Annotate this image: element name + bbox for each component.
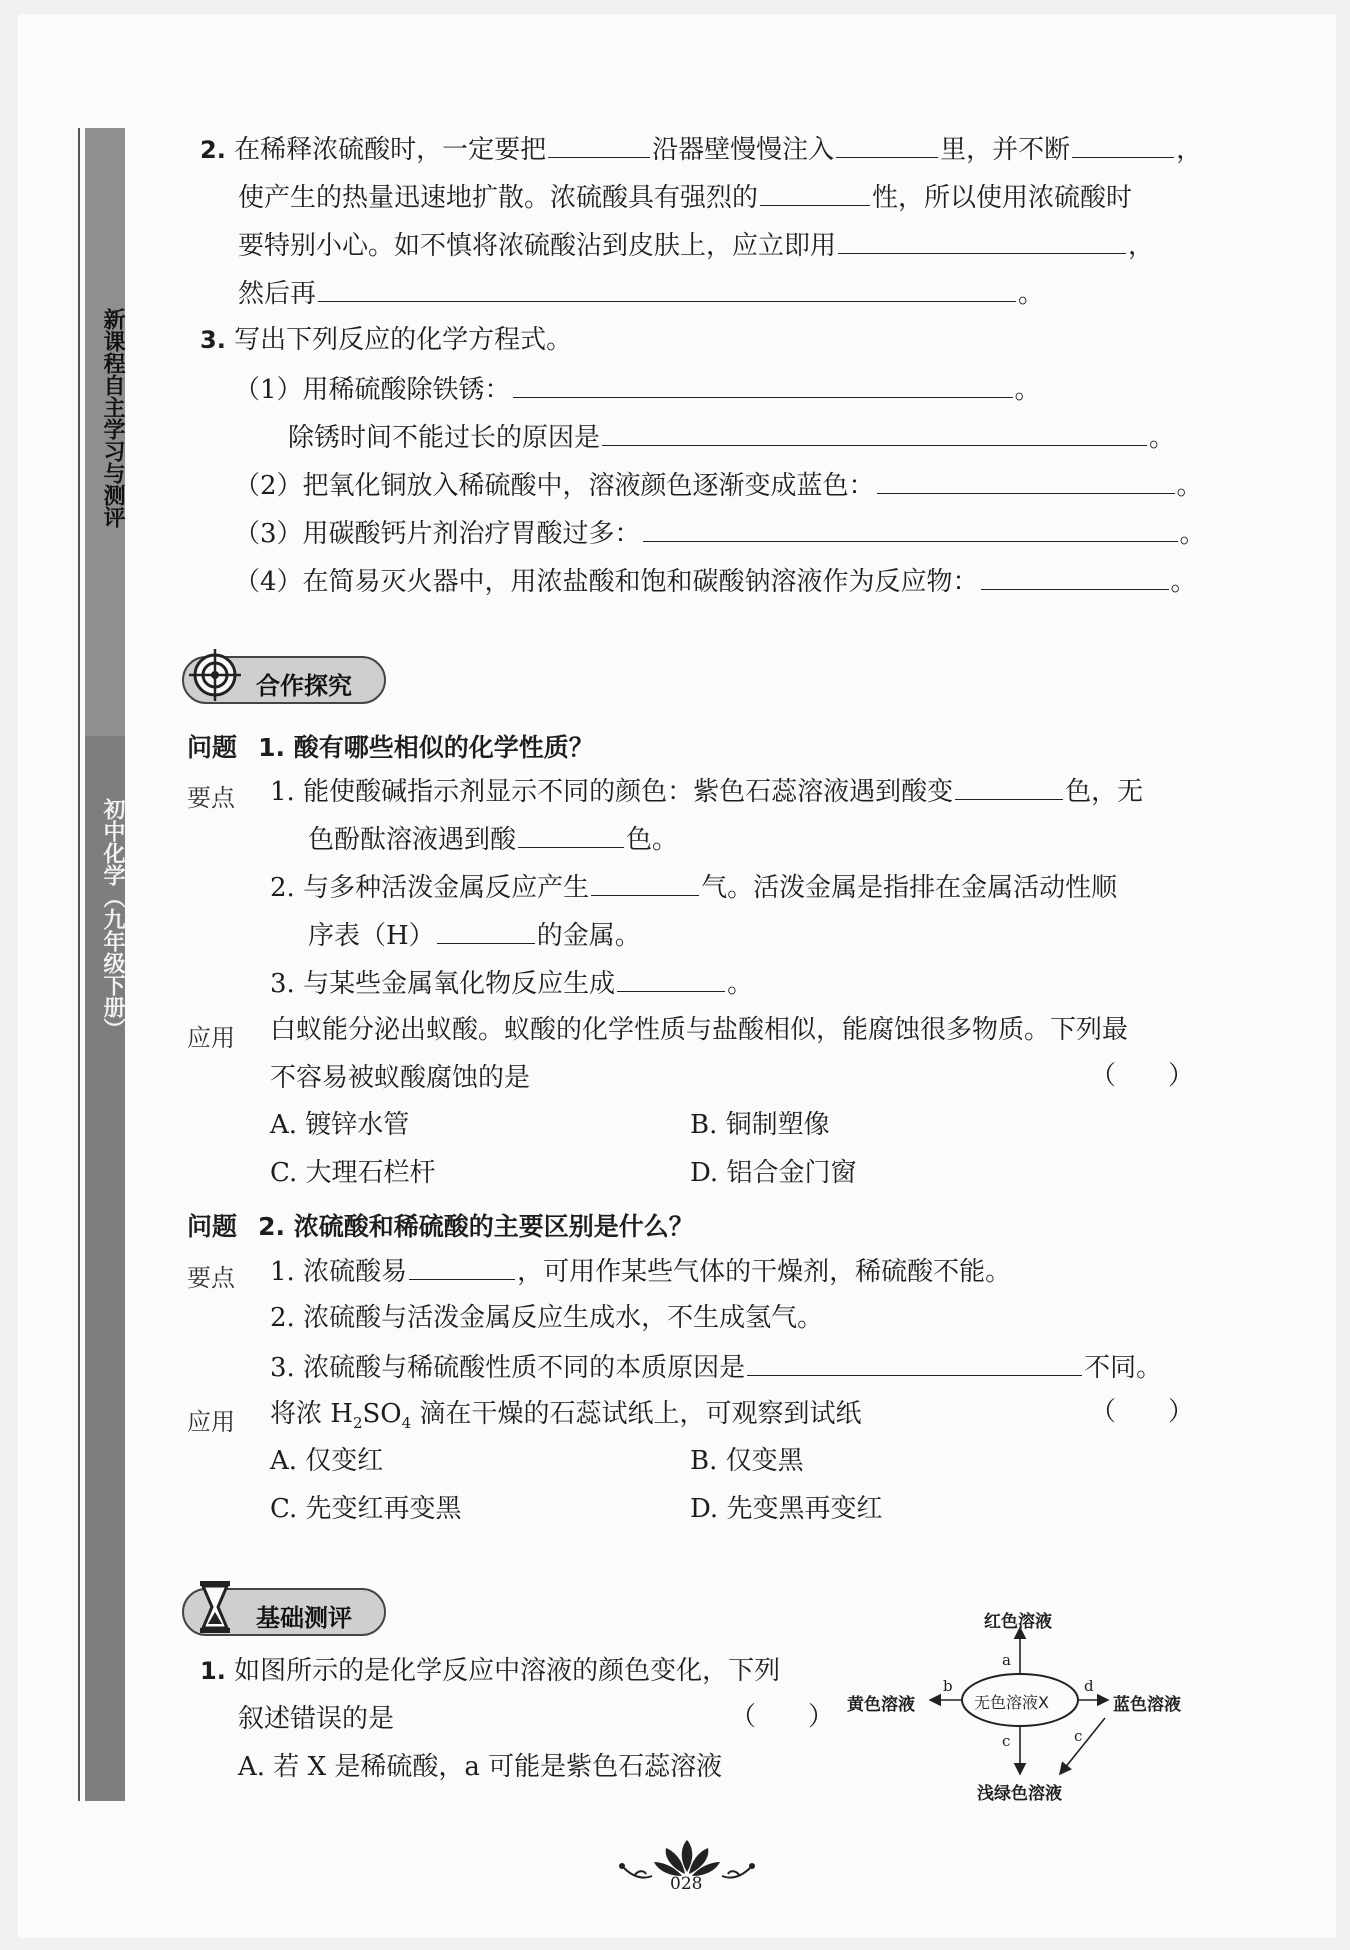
q3-text: 。 <box>1149 423 1176 453</box>
answer-blank[interactable] <box>747 1351 1082 1376</box>
option-a[interactable]: A. 若 X 是稀硫酸，a 可能是紫色石蕊溶液 <box>238 1752 723 1782</box>
q3-text: 除锈时间不能过长的原因是 <box>288 423 601 453</box>
option-d[interactable]: D. 先变黑再变红 <box>690 1494 883 1524</box>
diagram-right-label: 蓝色溶液 <box>1113 1695 1181 1715</box>
answer-blank[interactable] <box>836 133 938 158</box>
problem1-title: 1. 酸有哪些相似的化学性质？ <box>258 733 594 762</box>
q2-text: 沿器壁慢慢注入 <box>652 135 835 165</box>
problem1-key1 <box>270 775 1143 807</box>
answer-blank[interactable] <box>643 517 1178 542</box>
q2-text: 使产生的热量迅速地扩散。浓硫酸具有强烈的 <box>238 183 759 213</box>
diagram-arrow-label-a: a <box>1002 1651 1011 1669</box>
answer-blank[interactable] <box>513 373 1013 398</box>
q3-title <box>200 325 572 355</box>
key-text: 2. 与多种活泼金属反应产生 <box>270 873 590 903</box>
answer-paren[interactable]: （ ） <box>1090 1397 1195 1427</box>
key-text: 3. 与某些金属氧化物反应生成 <box>270 969 616 999</box>
side-tab-bottom <box>85 736 125 1801</box>
basic-q1-line2: 叙述错误的是 <box>238 1704 395 1734</box>
problem1-key3 <box>270 967 753 999</box>
app-text: SO <box>362 1399 402 1429</box>
hourglass-icon <box>192 1578 242 1636</box>
answer-blank[interactable] <box>760 181 870 206</box>
option-a[interactable]: A. 镀锌水管 <box>270 1110 410 1140</box>
section-title-basic: 基础测评 <box>256 1604 352 1632</box>
key-text: 不同。 <box>1084 1353 1163 1383</box>
diagram-arrow-label-d: d <box>1084 1677 1094 1695</box>
q3-text: （2）把氧化铜放入稀硫酸中，溶液颜色逐渐变成蓝色： <box>234 471 875 501</box>
answer-blank[interactable] <box>518 823 624 848</box>
q2-text: 。 <box>1018 279 1045 309</box>
problem-label: 问题 <box>187 733 238 762</box>
key-text: 色，无 <box>1065 777 1144 807</box>
application-label: 应用 <box>187 1024 235 1052</box>
answer-blank[interactable] <box>981 565 1169 590</box>
key-text: 1. 浓硫酸易 <box>270 1257 408 1287</box>
q2-text: ， <box>1128 231 1155 261</box>
diagram-arrow-label-b: b <box>943 1677 953 1695</box>
key-text: 气。活泼金属是指排在金属活动性顺 <box>701 873 1118 903</box>
problem1-header <box>187 728 594 764</box>
problem1-app-line2: 不容易被蚁酸腐蚀的是 <box>270 1063 531 1093</box>
problem-label: 问题 <box>187 1212 238 1241</box>
problem2-header <box>187 1207 694 1243</box>
diagram-bottom-label: 浅绿色溶液 <box>977 1784 1062 1804</box>
section-banner-basic <box>182 1588 386 1636</box>
basic-q1-line1 <box>200 1656 780 1686</box>
app-text: 滴在干燥的石蕊试纸上，可观察到试纸 <box>411 1399 862 1429</box>
key-text: 3. 浓硫酸与稀硫酸性质不同的本质原因是 <box>270 1353 746 1383</box>
subscript: 4 <box>401 1414 412 1433</box>
side-tab-border <box>78 128 80 1801</box>
answer-blank[interactable] <box>602 421 1147 446</box>
q2-text: 要特别小心。如不慎将浓硫酸沾到皮肤上，应立即用 <box>238 231 837 261</box>
problem2-title: 2. 浓硫酸和稀硫酸的主要区别是什么？ <box>258 1212 694 1241</box>
key-label: 要点 <box>187 784 235 812</box>
diagram-top-label: 红色溶液 <box>984 1612 1052 1632</box>
key-text: 1. 能使酸碱指示剂显示不同的颜色：紫色石蕊溶液遇到酸变 <box>270 777 954 807</box>
q3-sub3 <box>234 517 1206 549</box>
key-text: 序表（H） <box>308 921 435 951</box>
q2-text: 然后再 <box>238 279 317 309</box>
q2-line1 <box>200 133 1202 165</box>
q3-sub1-reason <box>288 421 1175 453</box>
q3-text: （3）用碳酸钙片剂治疗胃酸过多： <box>234 519 641 549</box>
side-tab-top <box>85 128 125 736</box>
q2-number: 2. <box>200 136 226 164</box>
answer-blank[interactable] <box>955 775 1063 800</box>
page-number: 028 <box>670 1874 703 1894</box>
q2-line3 <box>238 229 1154 261</box>
q2-text: ， <box>1176 135 1203 165</box>
problem1-key1-cont <box>308 823 678 855</box>
q2-text: 里，并不断 <box>940 135 1071 165</box>
q3-text: （4）在简易灭火器中，用浓盐酸和饱和碳酸钠溶液作为反应物： <box>234 567 979 597</box>
q3-text: 。 <box>1179 519 1206 549</box>
diagram-arrow-label-c1: c <box>1002 1732 1011 1750</box>
answer-blank[interactable] <box>318 277 1016 302</box>
target-icon <box>188 646 246 704</box>
q3-text: 。 <box>1170 567 1197 597</box>
answer-blank[interactable] <box>838 229 1126 254</box>
key-text: 色酚酞溶液遇到酸 <box>308 825 517 855</box>
section-title-coop: 合作探究 <box>256 672 352 700</box>
option-b[interactable]: B. 铜制塑像 <box>690 1110 830 1140</box>
q3-number: 3. <box>200 326 226 354</box>
key-text: 的金属。 <box>536 921 641 951</box>
app-text: 将浓 H <box>270 1399 353 1429</box>
q2-line4 <box>238 277 1044 309</box>
answer-blank[interactable] <box>1072 133 1174 158</box>
q3-text: 。 <box>1014 375 1041 405</box>
answer-blank[interactable] <box>409 1255 515 1280</box>
option-a[interactable]: A. 仅变红 <box>270 1446 384 1476</box>
q3-text: 。 <box>1176 471 1203 501</box>
answer-paren[interactable]: （ ） <box>730 1702 835 1732</box>
key-label: 要点 <box>187 1264 235 1292</box>
option-d[interactable]: D. 铝合金门窗 <box>690 1158 857 1188</box>
problem2-app <box>270 1399 861 1438</box>
option-b[interactable]: B. 仅变黑 <box>690 1446 804 1476</box>
answer-blank[interactable] <box>877 469 1175 494</box>
basic-q1-text: 如图所示的是化学反应中溶液的颜色变化，下列 <box>234 1656 781 1686</box>
application-label: 应用 <box>187 1408 235 1436</box>
subscript: 2 <box>352 1414 363 1433</box>
answer-blank[interactable] <box>548 133 650 158</box>
answer-paren[interactable]: （ ） <box>1090 1061 1195 1091</box>
section-banner-coop <box>182 656 386 704</box>
q3-sub4 <box>234 565 1197 597</box>
arrow-c-diag <box>1060 1718 1105 1774</box>
problem2-key1 <box>270 1255 1011 1287</box>
side-tab-bottom-label: 初中化学（九年级下册） <box>100 798 125 1040</box>
answer-blank[interactable] <box>437 919 535 944</box>
q3-text: （1）用稀硫酸除铁锈： <box>234 375 511 405</box>
option-c[interactable]: C. 先变红再变黑 <box>270 1494 462 1524</box>
option-c[interactable]: C. 大理石栏杆 <box>270 1158 436 1188</box>
q2-text: 性，所以使用浓硫酸时 <box>872 183 1133 213</box>
side-tab-top-label: 新课程自主学习与测评 <box>100 308 125 528</box>
q2-line2 <box>238 181 1132 213</box>
problem2-key2: 2. 浓硫酸与活泼金属反应生成水，不生成氢气。 <box>270 1303 824 1333</box>
problem1-key2-cont <box>308 919 641 951</box>
diagram-center-label: 无色溶液X <box>974 1693 1049 1712</box>
problem1-app-line1: 白蚁能分泌出蚁酸。蚁酸的化学性质与盐酸相似，能腐蚀很多物质。下列最 <box>270 1015 1129 1045</box>
key-text: ，可用作某些气体的干燥剂，稀硫酸不能。 <box>517 1257 1012 1287</box>
key-text: 。 <box>727 969 754 999</box>
diagram-arrow-label-c2: c <box>1074 1727 1083 1745</box>
q3-sub2 <box>234 469 1203 501</box>
key-text: 色。 <box>626 825 679 855</box>
problem2-key3 <box>270 1351 1162 1383</box>
q3-title-text: 写出下列反应的化学方程式。 <box>234 325 573 355</box>
answer-blank[interactable] <box>591 871 699 896</box>
q3-sub1 <box>234 373 1041 405</box>
q2-text: 在稀释浓硫酸时，一定要把 <box>234 135 547 165</box>
diagram-left-label: 黄色溶液 <box>847 1695 915 1715</box>
problem1-key2 <box>270 871 1117 903</box>
answer-blank[interactable] <box>617 967 725 992</box>
basic-q1-number: 1. <box>200 1657 226 1685</box>
